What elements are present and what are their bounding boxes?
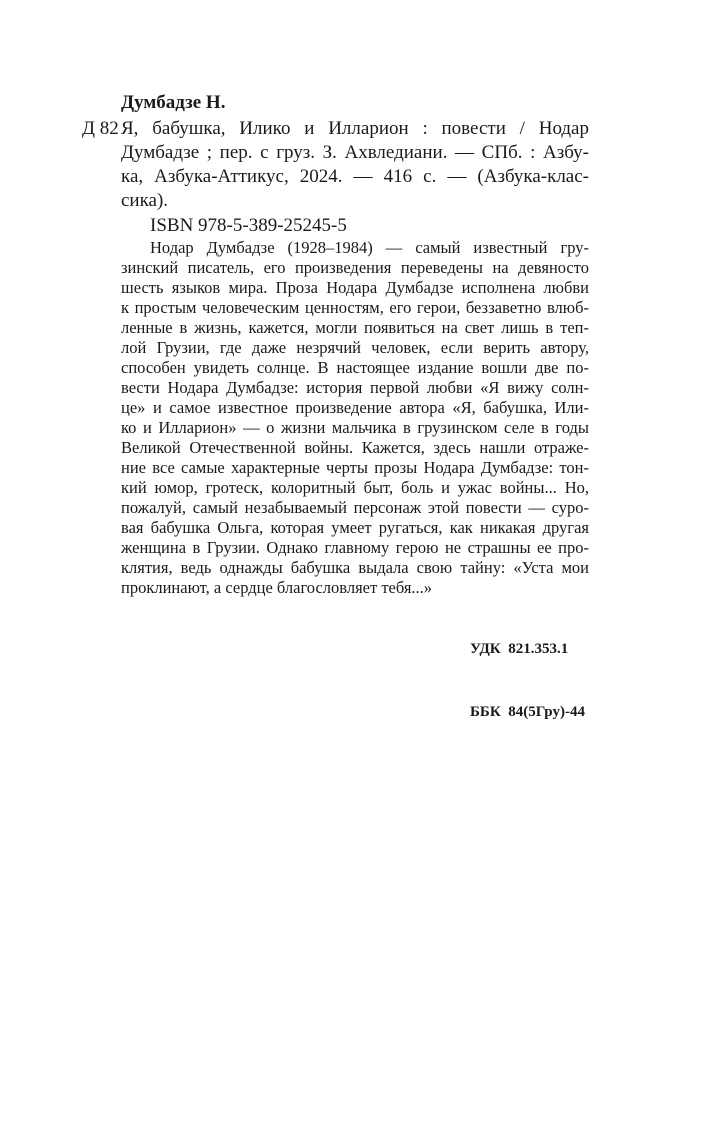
annotation-line: Нодар Думбадзе (1928–1984) — самый известный гру-: [150, 238, 589, 257]
annotation-line: лой Грузии, где даже незрячий человек, если верить автору,: [121, 338, 589, 357]
annotation-line: к простым человеческим ценностям, его герои, беззаветно влюб-: [121, 298, 589, 317]
annotation-line: пожалуй, самый незабываемый персонаж этой повести — суро-: [121, 498, 589, 517]
annotation-line: це» и самое известное произведение автора «Я, бабушка, Или-: [121, 398, 589, 417]
bibliographic-line: ка, Азбука-Аттикус, 2024. — 416 с. — (Азбука-клас-: [121, 166, 589, 187]
bibliographic-line: сика).: [121, 190, 169, 211]
annotation-line: кий юмор, гротеск, колоритный быт, боль и ужас войны... Но,: [121, 478, 589, 497]
author-sign-code: Д 82: [82, 118, 119, 139]
annotation-line: ко и Илларион» — о жизни мальчика в грузинском селе в годы: [121, 418, 589, 437]
annotation-line: зинский писатель, его произведения переведены на девяносто: [121, 258, 589, 277]
annotation-line: Великой Отечественной войны. Кажется, здесь нашли отраже-: [121, 438, 589, 457]
annotation-line: женщина в Грузии. Однако главному герою не страшны ее про-: [121, 538, 589, 557]
annotation-line: ние все самые характерные черты прозы Нодара Думбадзе: тон-: [121, 458, 589, 477]
annotation-line: проклинают, а сердце благословляет тебя...»: [121, 578, 433, 597]
bbk-code: ББК 84(5Гру)-44: [470, 704, 585, 720]
annotation-line: способен увидеть солнце. В настоящее издание вошли две по-: [121, 358, 589, 377]
udk-code: УДК 821.353.1: [470, 641, 569, 657]
annotation-line: ленные в жизнь, кажется, могли появиться на свет лишь в теп-: [121, 318, 589, 337]
bibliographic-line: Думбадзе ; пер. с груз. З. Ахвледиани. — СПб. : Азбу-: [121, 142, 589, 163]
bibliographic-line: Я, бабушка, Илико и Илларион : повести / Нодар: [121, 118, 589, 139]
annotation-line: шесть языков мира. Проза Нодара Думбадзе исполнена любви: [121, 278, 589, 297]
classification-codes: [470, 597, 585, 765]
annotation-line: клятия, ведь однажды бабушка выдала свою тайну: «Уста мои: [121, 558, 589, 577]
annotation-line: вая бабушка Ольга, которая умеет ругаться, как никакая другая: [121, 518, 589, 537]
author-heading: Думбадзе Н.: [121, 92, 226, 113]
annotation-line: вести Нодара Думбадзе: история первой любви «Я вижу солн-: [121, 378, 589, 397]
isbn: ISBN 978-5-389-25245-5: [150, 215, 347, 236]
